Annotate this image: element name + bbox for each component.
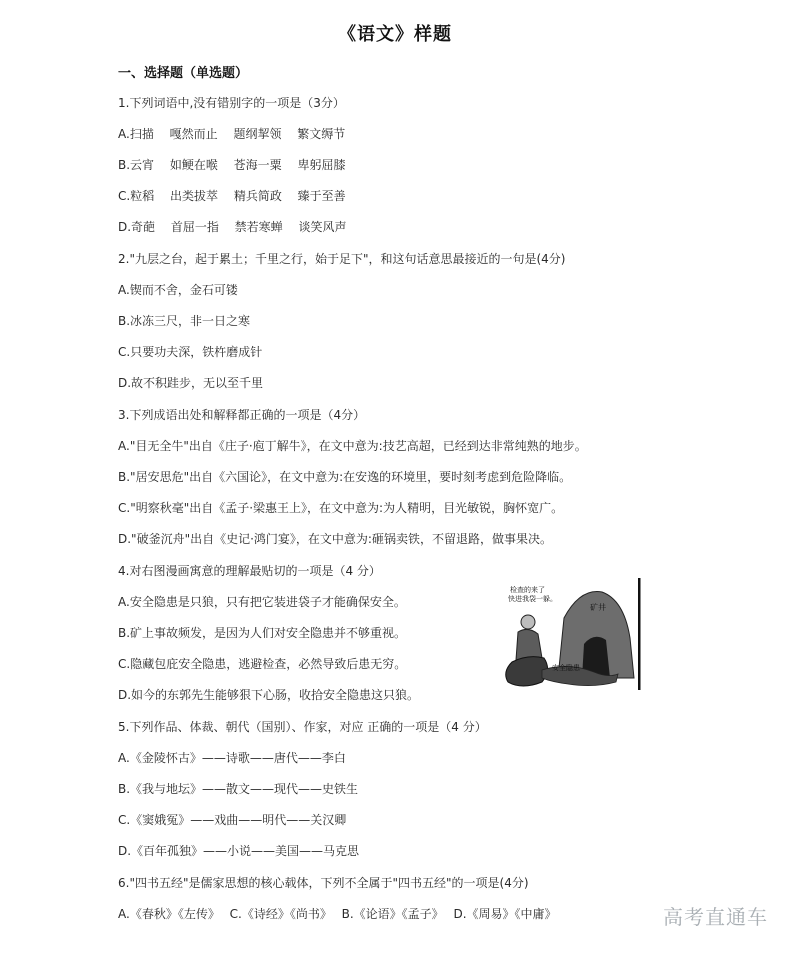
- mine-sign: 矿井: [590, 603, 606, 612]
- watermark: 高考直通车: [663, 905, 768, 929]
- q3-option-c: C."明察秋毫"出自《孟子·梁惠王上》，在文中意为:为人精明，目光敏锐，胸怀宽广。: [118, 501, 564, 515]
- q3-option-a: A."目无全牛"出自《庄子·庖丁解牛》，在文中意为:技艺高超，已经到达非常纯熟的地步。: [118, 439, 587, 453]
- cartoon-illustration: [498, 578, 642, 692]
- cartoon-figure: [498, 578, 642, 692]
- q2-option-d: D.故不积跬步，无以至千里: [118, 376, 264, 390]
- q5-option-c: C.《窦娥冤》——戏曲——明代——关汉卿: [118, 813, 347, 827]
- q2-option-c: C.只要功夫深，铁杵磨成针: [118, 345, 263, 359]
- q5-option-a: A.《金陵怀古》——诗歌——唐代——李白: [118, 751, 346, 765]
- q2-option-a: A.锲而不舍，金石可镂: [118, 283, 238, 297]
- bag-label: 安全隐患: [552, 664, 580, 672]
- q1-option-a: A.扫描 嘎然而止 题纲挈领 繁文缛节: [118, 127, 346, 141]
- q6-stem: 6."四书五经"是儒家思想的核心载体，下列不全属于"四书五经"的一项是(4分): [118, 876, 529, 890]
- q1-stem: 1.下列词语中,没有错别字的一项是（3分）: [118, 96, 345, 110]
- q4-stem: 4.对右图漫画寓意的理解最贴切的一项是（4 分）: [118, 564, 381, 578]
- q4-option-c: C.隐藏包庇安全隐患，逃避检查，必然导致后患无穷。: [118, 657, 407, 671]
- q4-option-a: A.安全隐患是只狼，只有把它装进袋子才能确保安全。: [118, 595, 406, 609]
- section-heading: 一、选择题（单选题）: [118, 66, 249, 81]
- q1-option-b: B.云宵 如鲠在喉 苍海一粟 卑躬屈膝: [118, 158, 346, 172]
- q3-option-d: D."破釜沉舟"出自《史记·鸿门宴》，在文中意为:砸锅卖铁，不留退路，做事果决。: [118, 532, 552, 546]
- speech-text: 检查的来了 快进我袋一躲。: [508, 586, 557, 603]
- q1-option-d: D.奇葩 首屈一指 禁若寒蝉 谈笑风声: [118, 220, 347, 234]
- q6-options: A.《春秋》《左传》 C.《诗经》《尚书》 B.《论语》《孟子》 D.《周易》《中庸》: [118, 907, 557, 921]
- q1-option-c: C.粒稻 出类拔萃 精兵简政 臻于至善: [118, 189, 346, 203]
- q3-stem: 3.下列成语出处和解释都正确的一项是（4分）: [118, 408, 366, 422]
- q2-stem: 2."九层之台，起于累土；千里之行，始于足下"，和这句话意思最接近的一句是(4分): [118, 252, 566, 266]
- q5-option-d: D.《百年孤独》——小说——美国——马克思: [118, 844, 360, 858]
- q4-option-d: D.如今的东郭先生能够狠下心肠，收拾安全隐患这只狼。: [118, 688, 420, 702]
- q3-option-b: B."居安思危"出自《六国论》，在文中意为:在安逸的环境里，要时刻考虑到危险降临。: [118, 470, 572, 484]
- q2-option-b: B.冰冻三尺，非一日之寒: [118, 314, 251, 328]
- page-title: 《语文》样题: [338, 24, 452, 45]
- q4-option-b: B.矿上事故频发，是因为人们对安全隐患并不够重视。: [118, 626, 407, 640]
- q5-stem: 5.下列作品、体裁、朝代（国别）、作家，对应 正确的一项是（4 分）: [118, 720, 487, 734]
- q5-option-b: B.《我与地坛》——散文——现代——史铁生: [118, 782, 359, 796]
